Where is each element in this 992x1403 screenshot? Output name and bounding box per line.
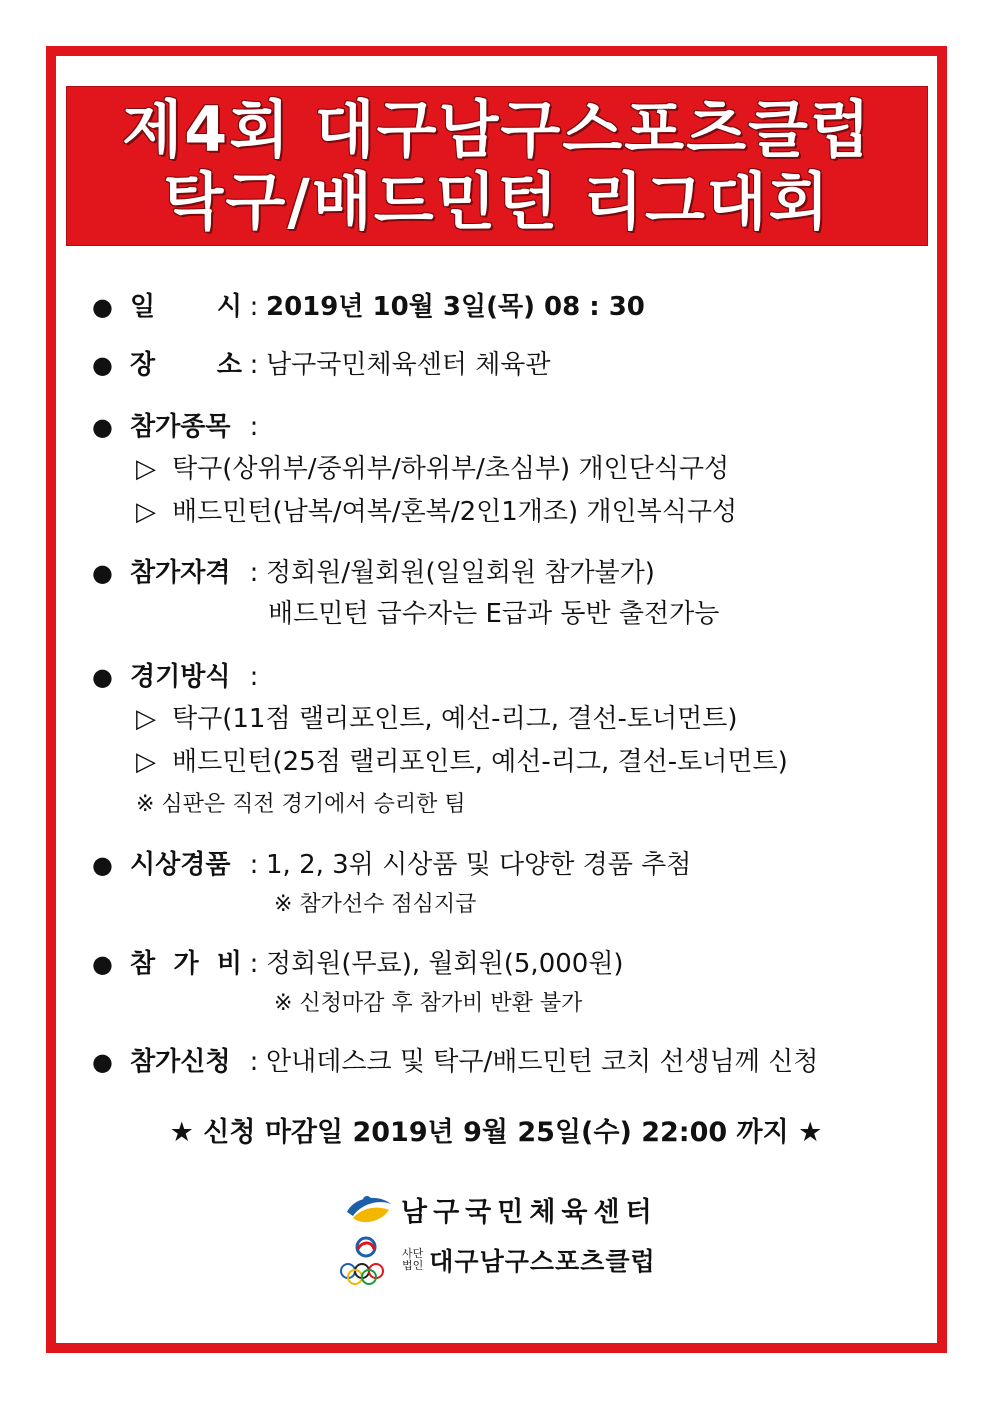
title-line-2: 탁구/배드민턴 리그대회 xyxy=(163,165,831,238)
label-eligibility: 참가자격 xyxy=(130,558,231,588)
label-method: 경기방식 xyxy=(130,662,231,692)
colon: : xyxy=(249,949,259,979)
info-row-apply xyxy=(92,1046,818,1078)
events-sub-1-text: 탁구(상위부/중위부/하위부/초심부) 개인단식구성 xyxy=(172,454,730,484)
bullet-icon: ● xyxy=(92,1048,113,1076)
method-sub-1-text: 탁구(11점 랠리포인트, 예선-리그, 결선-토너먼트) xyxy=(172,704,738,734)
bullet-icon: ● xyxy=(92,559,113,587)
triangle-icon: ▷ xyxy=(136,704,156,734)
club-logo xyxy=(338,1235,656,1285)
label-date: 일 시 xyxy=(130,292,242,322)
label-fee: 참 가 비 xyxy=(130,949,242,979)
method-sub-1 xyxy=(136,703,738,735)
bullet-icon: ● xyxy=(92,351,113,379)
info-row-date xyxy=(92,291,645,323)
info-row-eligibility xyxy=(92,557,655,589)
value-apply: 안내데스크 및 탁구/배드민턴 코치 선생님께 신청 xyxy=(266,1047,819,1077)
events-sub-2 xyxy=(136,496,737,528)
center-name: 남구국민체육센터 xyxy=(401,1197,658,1228)
info-row-place xyxy=(92,349,551,381)
bullet-icon: ● xyxy=(92,950,113,978)
events-sub-1 xyxy=(136,453,729,485)
title-banner xyxy=(66,86,928,246)
club-prefix xyxy=(402,1248,423,1272)
info-row-events xyxy=(92,411,266,443)
colon: : xyxy=(249,412,259,442)
club-prefix-bottom: 법인 xyxy=(402,1259,424,1272)
value-date: 2019년 10월 3일(목) 08 : 30 xyxy=(266,292,645,322)
label-prizes: 시상경품 xyxy=(130,850,231,880)
colon: : xyxy=(249,558,259,588)
label-events: 참가종목 xyxy=(130,412,231,442)
events-sub-2-text: 배드민턴(남복/여복/혼복/2인1개조) 개인복식구성 xyxy=(172,497,738,527)
value-eligibility: 정회원/월회원(일일회원 참가불가) xyxy=(266,558,655,588)
center-emblem-icon xyxy=(345,1192,393,1228)
bullet-icon: ● xyxy=(92,413,113,441)
colon: : xyxy=(249,850,259,880)
prizes-note: ※ 참가선수 점심지급 xyxy=(274,892,477,917)
label-apply: 참가신청 xyxy=(130,1047,231,1077)
info-row-method xyxy=(92,661,266,693)
bullet-icon: ● xyxy=(92,663,113,691)
bullet-icon: ● xyxy=(92,851,113,879)
club-prefix-top: 사단 xyxy=(402,1247,424,1260)
bullet-icon: ● xyxy=(92,293,113,321)
value-fee: 정회원(무료), 월회원(5,000원) xyxy=(266,949,624,979)
triangle-icon: ▷ xyxy=(136,747,156,777)
info-row-prizes xyxy=(92,849,691,881)
triangle-icon: ▷ xyxy=(136,454,156,484)
value-place: 남구국민체육센터 체육관 xyxy=(266,350,551,380)
title-line-1: 제4회 대구남구스포츠클럽 xyxy=(122,93,872,166)
method-sub-2-text: 배드민턴(25점 랠리포인트, 예선-리그, 결선-토너먼트) xyxy=(172,747,788,777)
colon: : xyxy=(249,1047,259,1077)
colon: : xyxy=(249,292,259,322)
club-name: 대구남구스포츠클럽 xyxy=(429,1247,656,1276)
info-row-fee xyxy=(92,948,624,980)
label-place: 장 소 xyxy=(130,350,242,380)
method-note: ※ 심판은 직전 경기에서 승리한 팀 xyxy=(136,792,466,817)
colon: : xyxy=(249,350,259,380)
olympic-rings-emblem-icon xyxy=(338,1235,394,1285)
triangle-icon: ▷ xyxy=(136,497,156,527)
value-prizes: 1, 2, 3위 시상품 및 다양한 경품 추첨 xyxy=(266,850,692,880)
method-sub-2 xyxy=(136,746,788,778)
colon: : xyxy=(249,662,259,692)
deadline-text: ★ 신청 마감일 2019년 9월 25일(수) 22:00 까지 ★ xyxy=(169,1117,823,1148)
eligibility-line-2: 배드민턴 급수자는 E급과 동반 출전가능 xyxy=(268,599,720,629)
center-logo xyxy=(345,1190,658,1229)
fee-note: ※ 신청마감 후 참가비 반환 불가 xyxy=(274,991,583,1016)
